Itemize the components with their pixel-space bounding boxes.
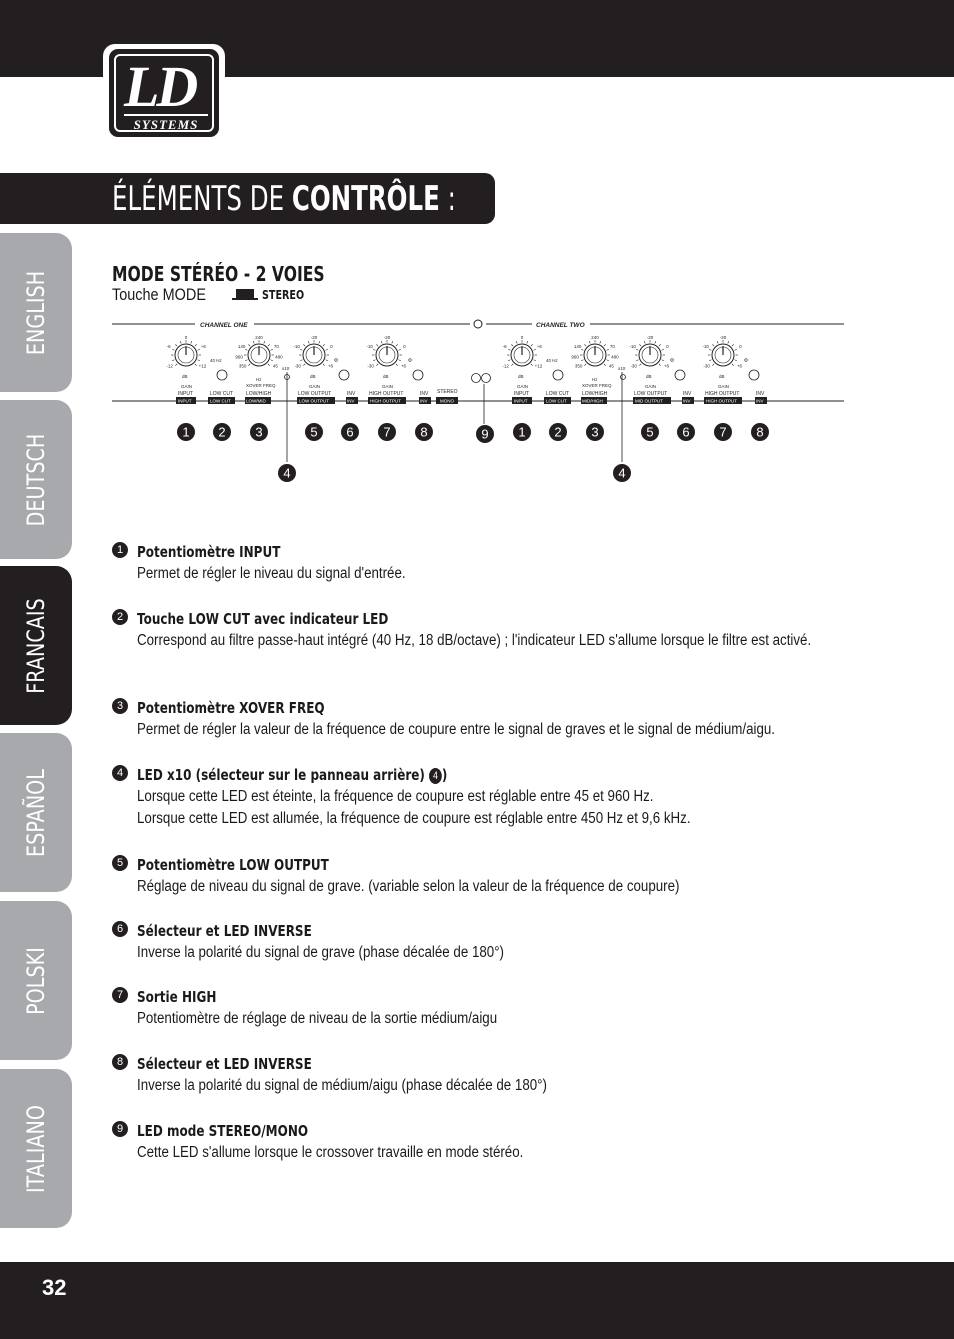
callout-label: 4 bbox=[618, 465, 626, 481]
item-title bbox=[137, 766, 447, 784]
knob-scale-label: +6 bbox=[536, 344, 542, 349]
knob-scale-label: +6 bbox=[663, 363, 669, 369]
callout-2 bbox=[549, 423, 567, 441]
phase-label: Φ bbox=[408, 358, 412, 364]
hz-label: Hz bbox=[592, 377, 598, 382]
callout-3 bbox=[586, 423, 604, 441]
tab-label: ESPAÑOL bbox=[22, 768, 50, 857]
tab-italiano[interactable] bbox=[0, 1069, 72, 1228]
high-output-label: HIGH OUTPUT bbox=[705, 391, 740, 397]
mode-text: Touche MODE bbox=[112, 285, 206, 304]
knob-scale-label: -30 bbox=[367, 363, 374, 369]
logo-brand: LD bbox=[124, 54, 196, 119]
knob-scale-label: -30 bbox=[630, 363, 637, 369]
callout-label: 8 bbox=[756, 424, 764, 440]
knob-scale-label: 70 bbox=[609, 344, 615, 349]
inv-low-button bbox=[675, 370, 685, 380]
hz40-label: 40 Hz bbox=[210, 358, 222, 363]
footer-bar bbox=[0, 1262, 954, 1339]
xover-label: XOVER FREQ bbox=[582, 383, 612, 388]
high-output-label: HIGH OUTPUT bbox=[369, 391, 404, 397]
low-output-label: LOW OUTPUT bbox=[634, 391, 668, 397]
callout-label: 5 bbox=[310, 424, 318, 440]
item-title bbox=[137, 543, 280, 561]
knob-scale-label: 140 bbox=[573, 344, 582, 349]
item-title-text: Sélecteur et LED INVERSE bbox=[137, 922, 312, 940]
high-output-tag-text: HIGH OUTPUT bbox=[370, 398, 401, 404]
channel-two-label: CHANNEL TWO bbox=[536, 322, 585, 329]
low-mid-tag-text: LOW/MID bbox=[246, 398, 266, 404]
input-gain-knob bbox=[166, 335, 206, 368]
tab-polski[interactable] bbox=[0, 901, 72, 1060]
input-gain-knob bbox=[502, 335, 542, 368]
knob-scale-label: 45 bbox=[608, 363, 614, 369]
item-description bbox=[137, 630, 877, 652]
callout-2 bbox=[213, 423, 231, 441]
knob-scale-label: 960 bbox=[571, 354, 579, 360]
low-cut-button bbox=[553, 370, 563, 380]
knob-scale-label: -6 bbox=[166, 344, 171, 349]
callout-label: 2 bbox=[218, 424, 226, 440]
mode-button-icon bbox=[232, 289, 258, 301]
inv-low-button bbox=[339, 370, 349, 380]
gain-label: GAIN bbox=[718, 384, 730, 389]
item-number-badge: 2 bbox=[112, 609, 128, 625]
knob-scale-label: -6 bbox=[502, 344, 507, 349]
knob-scale-label: -20 bbox=[719, 335, 727, 340]
knob-scale-label: +12 bbox=[534, 363, 543, 369]
callout-5 bbox=[641, 423, 659, 441]
page-title-bar bbox=[0, 173, 495, 224]
knob-scale-label: -12 bbox=[502, 363, 509, 369]
db-label: dB bbox=[646, 374, 652, 379]
low-output-tag-text: LOW OUTPUT bbox=[299, 398, 329, 404]
section-title: MODE STÉRÉO - 2 VOIES bbox=[112, 262, 325, 286]
logo bbox=[103, 44, 225, 142]
knob-scale-label: 0 bbox=[666, 344, 669, 349]
item-number-badge: 8 bbox=[112, 1054, 128, 1070]
item-number-badge: 7 bbox=[112, 987, 128, 1003]
item-title-ref-badge: 4 bbox=[429, 768, 442, 784]
callout-1 bbox=[177, 423, 195, 441]
callout-label: 8 bbox=[420, 424, 428, 440]
mode-indicator bbox=[112, 285, 315, 305]
low-high-label: LOW/HIGH bbox=[246, 391, 272, 397]
xover-freq-knob bbox=[235, 335, 283, 368]
item-title bbox=[137, 699, 325, 717]
item-description-line: Inverse la polarité du signal de médium/aigu (phase décalée de 180°) bbox=[137, 1077, 547, 1094]
item-title-text: Sélecteur et LED INVERSE bbox=[137, 1055, 312, 1073]
callout-8 bbox=[751, 423, 769, 441]
knob-scale-label: 240 bbox=[591, 335, 599, 340]
callout-label: 2 bbox=[554, 424, 562, 440]
inv-tag-text: INV bbox=[420, 398, 428, 404]
inv-high-button bbox=[749, 370, 759, 380]
tab-deutsch[interactable] bbox=[0, 400, 72, 559]
gain-label: GAIN bbox=[309, 384, 321, 389]
page-title-bold: CONTRÔLE bbox=[291, 179, 440, 219]
db-label: dB bbox=[182, 374, 188, 379]
knob-scale-label: 240 bbox=[255, 335, 263, 340]
item-title-end: ) bbox=[441, 766, 448, 784]
low-cut-label: LOW CUT bbox=[546, 391, 570, 397]
mode-switch-led bbox=[482, 374, 491, 383]
knob-scale-label: 960 bbox=[235, 354, 243, 360]
item-title-text: Potentiomètre XOVER FREQ bbox=[137, 699, 325, 717]
low-cut-button bbox=[217, 370, 227, 380]
gain-label: GAIN bbox=[645, 384, 657, 389]
input-label: INPUT bbox=[514, 391, 529, 397]
knob-scale-label: 0 bbox=[739, 344, 742, 349]
item-title bbox=[137, 922, 312, 940]
item-number-badge: 4 bbox=[112, 765, 128, 781]
page-title-suffix: : bbox=[439, 179, 456, 219]
callout-4 bbox=[278, 464, 296, 482]
knob-scale-label: +6 bbox=[736, 363, 742, 369]
page-number: 32 bbox=[42, 1275, 67, 1300]
channel-one-label: CHANNEL ONE bbox=[200, 322, 248, 329]
x10-led bbox=[621, 375, 626, 380]
logo-subtitle: SYSTEMS bbox=[124, 114, 208, 133]
logo-frame bbox=[114, 54, 214, 132]
callout-8 bbox=[415, 423, 433, 441]
knob-scale-label: -30 bbox=[294, 363, 301, 369]
low-mid-tag-text: MID/HIGH bbox=[582, 398, 603, 404]
channel-two-controls bbox=[502, 335, 767, 404]
item-title-text: Potentiomètre INPUT bbox=[137, 543, 281, 561]
tab-francais[interactable] bbox=[0, 566, 72, 725]
item-description bbox=[137, 1142, 877, 1164]
low-high-label: LOW/HIGH bbox=[582, 391, 608, 397]
item-description-line: Lorsque cette LED est allumée, la fréquence de coupure est réglable entre 450 Hz et 9,6 kHz. bbox=[137, 810, 691, 827]
inv-label: INV bbox=[756, 391, 765, 397]
gain-label: GAIN bbox=[382, 384, 394, 389]
knob-scale-label: -20 bbox=[383, 335, 391, 340]
x10-label: x10 bbox=[282, 366, 290, 371]
page-title-light: ÉLÉMENTS DE bbox=[112, 179, 292, 219]
xover-freq-knob bbox=[571, 335, 619, 368]
item-description-line: Potentiomètre de réglage de niveau de la sortie médium/aigu bbox=[137, 1010, 498, 1027]
hz-label: Hz bbox=[256, 377, 262, 382]
knob-scale-label: 350 bbox=[574, 363, 583, 369]
low-cut-tag-text: LOW CUT bbox=[546, 398, 567, 404]
low-output-knob bbox=[293, 335, 333, 368]
knob-scale-label: 350 bbox=[238, 363, 247, 369]
callout-7 bbox=[378, 423, 396, 441]
high-output-tag-text: HIGH OUTPUT bbox=[706, 398, 737, 404]
knob-scale-label: 480 bbox=[275, 354, 283, 360]
callout-label: 1 bbox=[518, 424, 526, 440]
callout-4 bbox=[613, 464, 631, 482]
item-number-badge: 3 bbox=[112, 698, 128, 714]
item-description-line: Inverse la polarité du signal de grave (phase décalée de 180°) bbox=[137, 944, 504, 961]
item-description bbox=[137, 719, 877, 741]
knob-scale-label: +6 bbox=[400, 363, 406, 369]
mode-switch bbox=[472, 374, 481, 383]
knob-scale-label: +12 bbox=[198, 363, 207, 369]
knob-scale-label: -12 bbox=[166, 363, 173, 369]
callout-7 bbox=[714, 423, 732, 441]
db-label: dB bbox=[518, 374, 524, 379]
callout-label: 9 bbox=[481, 426, 489, 442]
item-description-line: Permet de régler la valeur de la fréquence de coupure entre le signal de graves et le signal de médium/aigu. bbox=[137, 721, 775, 738]
stereo-label: STEREO bbox=[437, 389, 458, 395]
callout-3 bbox=[250, 423, 268, 441]
gain-label: GAIN bbox=[181, 384, 193, 389]
callout-numbers bbox=[177, 423, 769, 482]
tab-espanol[interactable] bbox=[0, 733, 72, 892]
item-title-text: LED mode STEREO/MONO bbox=[137, 1122, 309, 1140]
item-number-badge: 1 bbox=[112, 542, 128, 558]
knob-scale-label: 140 bbox=[237, 344, 246, 349]
knob-scale-label: -30 bbox=[703, 363, 710, 369]
knob-scale-label: -10 bbox=[293, 344, 300, 349]
knob-scale-label: -10 bbox=[629, 344, 636, 349]
knob-scale-label: +6 bbox=[327, 363, 333, 369]
inv-label: INV bbox=[420, 391, 429, 397]
tab-label: FRANCAIS bbox=[22, 597, 50, 694]
item-title-text: Sortie HIGH bbox=[137, 988, 217, 1006]
knob-scale-label: 0 bbox=[403, 344, 406, 349]
db-label: dB bbox=[719, 374, 725, 379]
item-description bbox=[137, 563, 877, 585]
x10-label: x10 bbox=[618, 366, 626, 371]
item-title bbox=[137, 1122, 308, 1140]
tab-label: POLSKI bbox=[22, 946, 50, 1015]
callout-label: 6 bbox=[682, 424, 690, 440]
phase-label: Φ bbox=[334, 358, 338, 364]
callout-label: 7 bbox=[719, 424, 727, 440]
item-description bbox=[137, 786, 877, 830]
item-title bbox=[137, 988, 216, 1006]
item-description-line: Cette LED s'allume lorsque le crossover travaille en mode stéréo. bbox=[137, 1144, 524, 1161]
callout-6 bbox=[341, 423, 359, 441]
item-description bbox=[137, 1008, 877, 1030]
knob-scale-label: 70 bbox=[273, 344, 279, 349]
callout-label: 4 bbox=[283, 465, 291, 481]
callout-label: 3 bbox=[591, 424, 599, 440]
mode-value: STEREO bbox=[262, 288, 305, 302]
knob-scale-label: 0 bbox=[184, 335, 188, 340]
callout-9 bbox=[476, 425, 494, 443]
item-title bbox=[137, 1055, 312, 1073]
low-output-knob bbox=[629, 335, 669, 368]
tab-english[interactable] bbox=[0, 233, 72, 392]
phase-label: Φ bbox=[670, 358, 674, 364]
item-description-line: Réglage de niveau du signal de grave. (variable selon la valeur de la fréquence de coupure) bbox=[137, 878, 680, 895]
inv-tag-text: INV bbox=[347, 398, 355, 404]
xover-label: XOVER FREQ bbox=[246, 383, 276, 388]
inv-high-button bbox=[413, 370, 423, 380]
knob-scale-label: 45 bbox=[272, 363, 278, 369]
callout-label: 5 bbox=[646, 424, 654, 440]
panel-screw bbox=[474, 320, 482, 328]
knob-scale-label: -20 bbox=[646, 335, 654, 340]
tab-label: DEUTSCH bbox=[22, 433, 50, 526]
item-number-badge: 5 bbox=[112, 855, 128, 871]
input-label: INPUT bbox=[178, 391, 193, 397]
low-output-label: LOW OUTPUT bbox=[298, 391, 332, 397]
inv-label: INV bbox=[347, 391, 356, 397]
callout-label: 1 bbox=[182, 424, 190, 440]
tab-label: ENGLISH bbox=[22, 270, 50, 355]
item-description bbox=[137, 942, 877, 964]
knob-scale-label: -20 bbox=[310, 335, 318, 340]
item-description-line: Correspond au filtre passe-haut intégré (40 Hz, 18 dB/octave) ; l'indicateur LED s'allume lorsque le filtre est activé. bbox=[137, 632, 812, 649]
item-description-line: Lorsque cette LED est éteinte, la fréquence de coupure est réglable entre 45 et 960 Hz. bbox=[137, 788, 654, 805]
inv-label: INV bbox=[683, 391, 692, 397]
knob-scale-label: 480 bbox=[611, 354, 619, 360]
high-output-knob bbox=[366, 335, 406, 368]
low-cut-label: LOW CUT bbox=[210, 391, 234, 397]
page-title bbox=[112, 179, 456, 219]
low-output-tag-text: MID OUTPUT bbox=[635, 398, 663, 404]
input-label-inv: INPUT bbox=[178, 398, 192, 404]
item-title bbox=[137, 610, 388, 628]
tab-label: ITALIANO bbox=[22, 1104, 50, 1193]
db-label: dB bbox=[383, 374, 389, 379]
gain-label: GAIN bbox=[517, 384, 529, 389]
logo-badge bbox=[109, 49, 219, 137]
callout-label: 3 bbox=[255, 424, 263, 440]
phase-label: Φ bbox=[744, 358, 748, 364]
item-number-badge: 9 bbox=[112, 1121, 128, 1137]
low-cut-tag-text: LOW CUT bbox=[210, 398, 231, 404]
knob-scale-label: -10 bbox=[702, 344, 709, 349]
db-label: dB bbox=[310, 374, 316, 379]
callout-5 bbox=[305, 423, 323, 441]
item-title-text: LED x10 (sélecteur sur le panneau arrière) bbox=[137, 766, 425, 784]
item-description bbox=[137, 1075, 877, 1097]
item-title bbox=[137, 856, 329, 874]
mono-label: MONO bbox=[440, 398, 454, 404]
inv-tag-text: INV bbox=[683, 398, 691, 404]
item-number-badge: 6 bbox=[112, 921, 128, 937]
callout-6 bbox=[677, 423, 695, 441]
input-label-inv: INPUT bbox=[514, 398, 528, 404]
item-title-text: Potentiomètre LOW OUTPUT bbox=[137, 856, 329, 874]
knob-scale-label: +6 bbox=[200, 344, 206, 349]
callout-label: 7 bbox=[383, 424, 391, 440]
high-output-knob bbox=[702, 335, 742, 368]
knob-scale-label: 0 bbox=[330, 344, 333, 349]
callout-1 bbox=[513, 423, 531, 441]
hz40-label: 40 Hz bbox=[546, 358, 558, 363]
callout-label: 6 bbox=[346, 424, 354, 440]
channel-one-controls bbox=[166, 335, 431, 404]
item-description bbox=[137, 876, 877, 898]
item-description-line: Permet de régler le niveau du signal d'entrée. bbox=[137, 565, 406, 582]
knob-scale-label: 0 bbox=[520, 335, 524, 340]
knob-scale-label: -10 bbox=[366, 344, 373, 349]
inv-tag-text: INV bbox=[756, 398, 764, 404]
item-title-text: Touche LOW CUT avec indicateur LED bbox=[137, 610, 389, 628]
